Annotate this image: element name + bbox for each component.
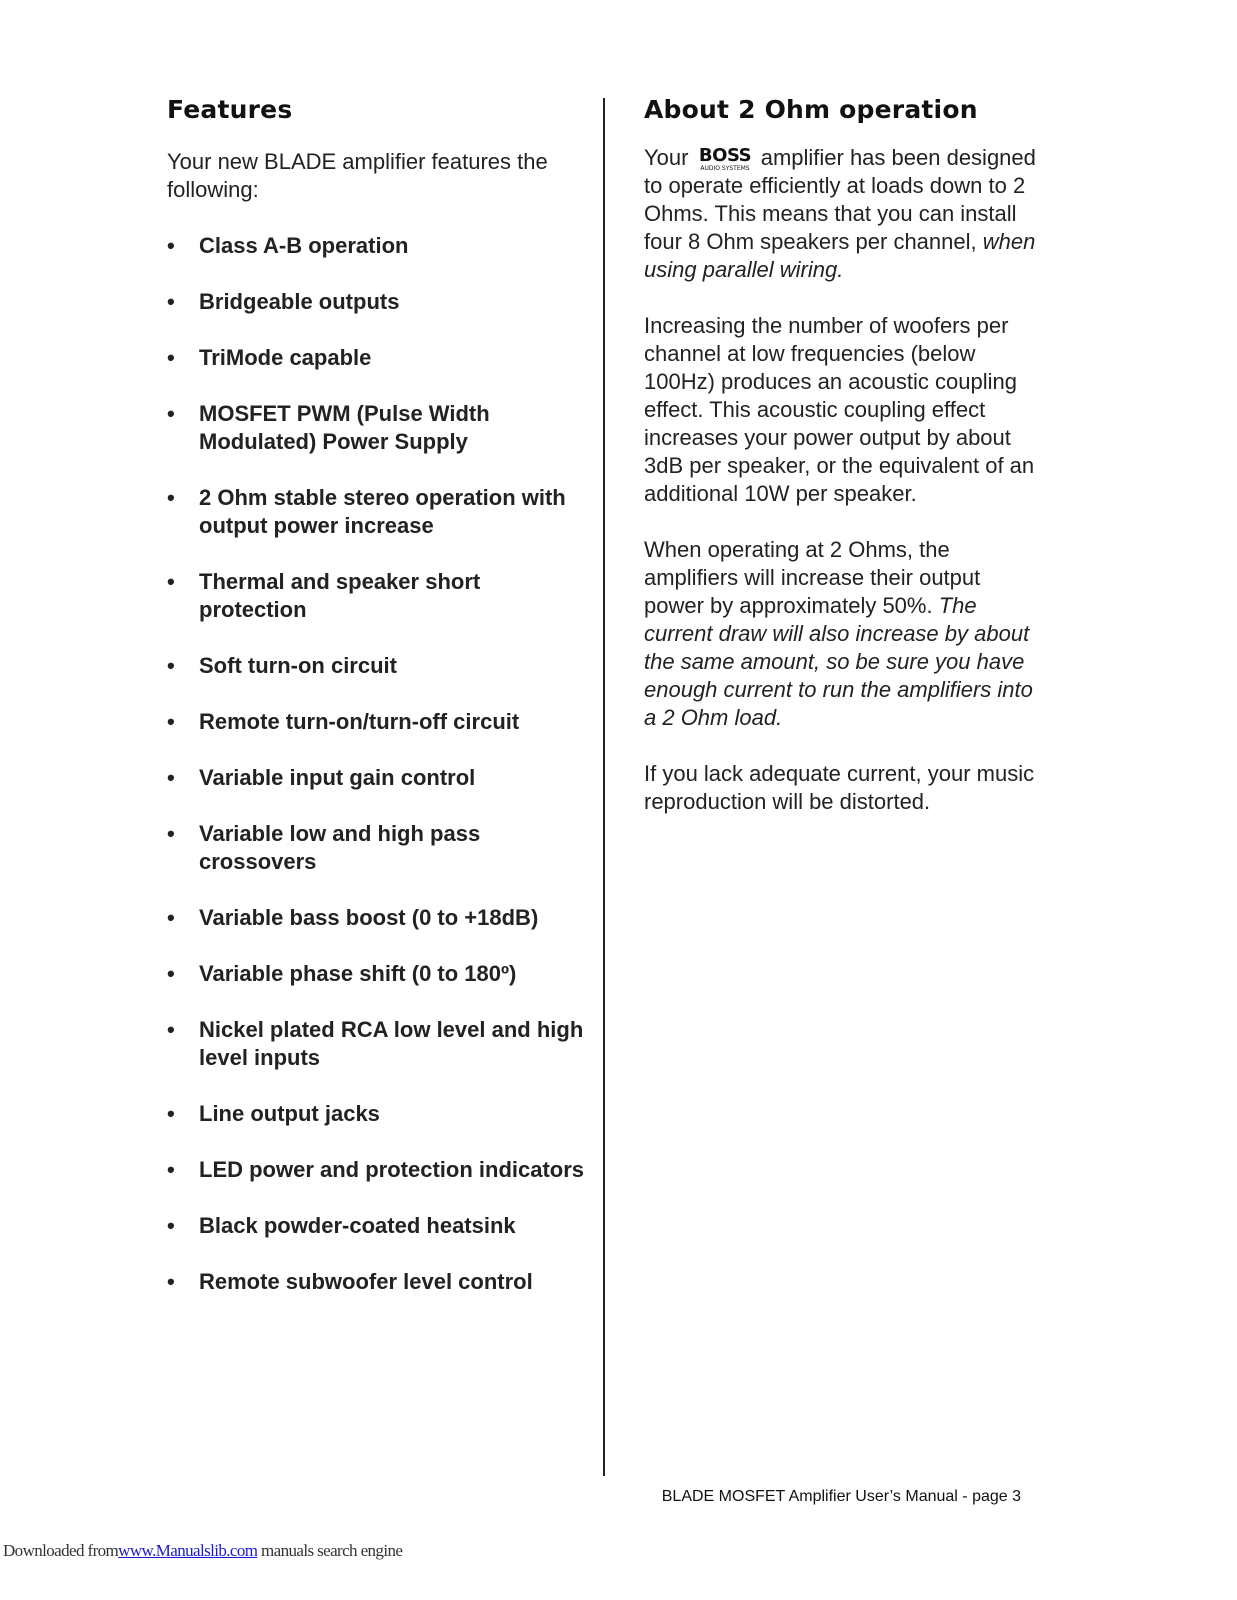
watermark-suffix: manuals search engine bbox=[257, 1541, 403, 1560]
bullet-icon: • bbox=[167, 1213, 175, 1238]
p3-plain: When operating at 2 Ohms, the amplifiers will increase their output power by approximately 50%. bbox=[644, 537, 981, 618]
feature-text: Class A-B operation bbox=[199, 233, 409, 258]
feature-item bbox=[167, 1212, 587, 1240]
feature-item bbox=[167, 708, 587, 736]
feature-item bbox=[167, 1268, 587, 1296]
features-column bbox=[167, 94, 587, 1324]
feature-text: Variable input gain control bbox=[199, 765, 476, 790]
feature-text: LED power and protection indicators bbox=[199, 1157, 585, 1182]
bullet-icon: • bbox=[167, 653, 175, 678]
feature-item bbox=[167, 344, 587, 372]
bullet-icon: • bbox=[167, 289, 175, 314]
page-footer: BLADE MOSFET Amplifier User’s Manual - page 3 bbox=[661, 1488, 1021, 1505]
bullet-icon: • bbox=[167, 1017, 175, 1042]
features-list bbox=[167, 232, 587, 1296]
two-ohm-heading: About 2 Ohm operation bbox=[644, 95, 978, 124]
feature-item bbox=[167, 820, 587, 876]
feature-text: Variable phase shift (0 to 180º) bbox=[199, 961, 517, 986]
bullet-icon: • bbox=[167, 345, 175, 370]
bullet-icon: • bbox=[167, 1101, 175, 1126]
feature-text: Nickel plated RCA low level and high level inputs bbox=[199, 1017, 584, 1070]
features-intro: Your new BLADE amplifier features the following: bbox=[167, 149, 548, 202]
feature-text: MOSFET PWM (Pulse Width Modulated) Power Supply bbox=[199, 401, 490, 454]
boss-logo bbox=[697, 144, 753, 172]
p1-main: amplifier has been designed to operate efficiently at loads down to 2 Ohms. This means that you can install four 8 Ohm speakers per channel, bbox=[644, 145, 1036, 254]
two-ohm-paragraph-3 bbox=[644, 536, 1044, 732]
feature-item bbox=[167, 1016, 587, 1072]
boss-logo-text: BOSS bbox=[698, 145, 751, 166]
two-ohm-paragraph-4: If you lack adequate current, your music reproduction will be distorted. bbox=[644, 761, 1035, 814]
feature-text: Variable low and high pass crossovers bbox=[199, 821, 481, 874]
feature-item bbox=[167, 484, 587, 540]
feature-item bbox=[167, 232, 587, 260]
column-divider bbox=[603, 98, 605, 1476]
feature-text: TriMode capable bbox=[199, 345, 372, 370]
feature-item bbox=[167, 1156, 587, 1184]
feature-text: Variable bass boost (0 to +18dB) bbox=[199, 905, 539, 930]
bullet-icon: • bbox=[167, 233, 175, 258]
watermark-prefix: Downloaded from bbox=[3, 1541, 119, 1560]
feature-text: Black powder-coated heatsink bbox=[199, 1213, 516, 1238]
bullet-icon: • bbox=[167, 905, 175, 930]
download-watermark bbox=[3, 1541, 402, 1561]
feature-item bbox=[167, 960, 587, 988]
bullet-icon: • bbox=[167, 1269, 175, 1294]
feature-text: 2 Ohm stable stereo operation with output power increase bbox=[199, 485, 566, 538]
p1-pre: Your bbox=[644, 145, 689, 170]
p1-italic: when using parallel wiring. bbox=[644, 229, 1036, 282]
feature-item bbox=[167, 1100, 587, 1128]
bullet-icon: • bbox=[167, 485, 175, 510]
bullet-icon: • bbox=[167, 401, 175, 426]
feature-text: Remote subwoofer level control bbox=[199, 1269, 533, 1294]
bullet-icon: • bbox=[167, 765, 175, 790]
bullet-icon: • bbox=[167, 821, 175, 846]
features-heading: Features bbox=[167, 95, 293, 124]
two-ohm-column bbox=[644, 94, 1044, 844]
bullet-icon: • bbox=[167, 569, 175, 594]
p3-italic: The current draw will also increase by about the same amount, so be sure you have enough current to run the amplifiers into a 2 Ohm load. bbox=[644, 593, 1033, 730]
feature-text: Soft turn-on circuit bbox=[199, 653, 397, 678]
manualslib-link[interactable]: www.Manualslib.com bbox=[118, 1541, 258, 1560]
feature-item bbox=[167, 568, 587, 624]
feature-text: Thermal and speaker short protection bbox=[199, 569, 481, 622]
feature-item bbox=[167, 400, 587, 456]
feature-item bbox=[167, 764, 587, 792]
two-ohm-paragraph-2: Increasing the number of woofers per channel at low frequencies (below 100Hz) produces an acoustic coupling effect. This acoustic coupling effect increases your power output by about 3dB per speaker, or the equivalent of an additional 10W per speaker. bbox=[644, 313, 1035, 506]
feature-text: Bridgeable outputs bbox=[199, 289, 400, 314]
bullet-icon: • bbox=[167, 961, 175, 986]
feature-item bbox=[167, 288, 587, 316]
feature-item bbox=[167, 904, 587, 932]
feature-text: Remote turn-on/turn-off circuit bbox=[199, 709, 520, 734]
boss-logo-subtext: AUDIO SYSTEMS bbox=[699, 165, 750, 172]
bullet-icon: • bbox=[167, 709, 175, 734]
two-ohm-paragraph-1 bbox=[644, 144, 1044, 284]
feature-item bbox=[167, 652, 587, 680]
bullet-icon: • bbox=[167, 1157, 175, 1182]
feature-text: Line output jacks bbox=[199, 1101, 380, 1126]
